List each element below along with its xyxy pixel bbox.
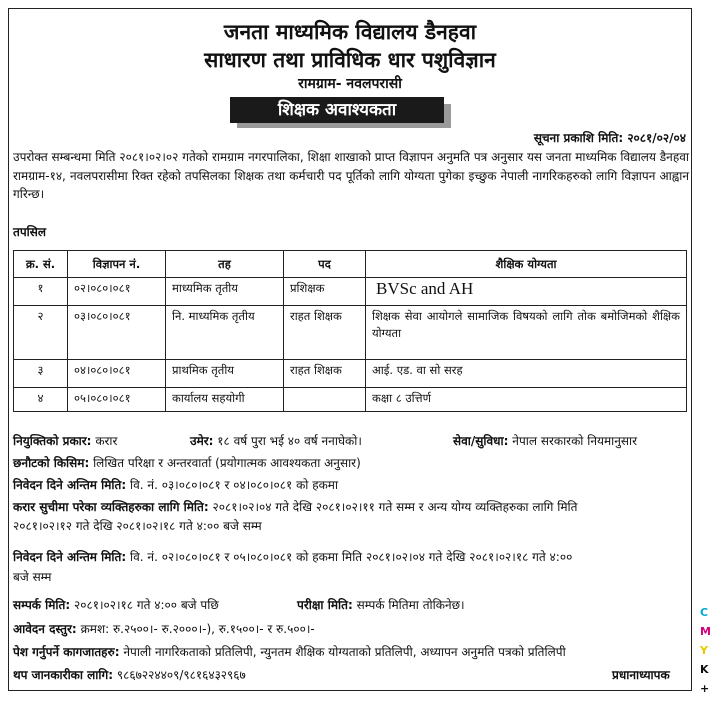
exam-value: सम्पर्क मितिमा तोकिनेछ। — [356, 598, 465, 612]
selection-value: लिखित परिक्षा र अन्तरवार्ता (प्रयोगात्मक आवश्यकता अनुसार) — [93, 456, 361, 470]
deadline2-row — [13, 549, 572, 565]
cell-sn: २ — [14, 306, 68, 360]
col-header-post: पद — [284, 251, 366, 278]
cell-ad-no: ०२।०८०।०८१ — [68, 278, 166, 306]
col-header-qualification: शैक्षिक योग्यता — [366, 251, 687, 278]
docs-row — [13, 644, 566, 660]
school-address: रामग्राम- नवलपरासी — [298, 76, 402, 92]
contact-label: सम्पर्क मिति: — [13, 598, 71, 612]
fee-row — [13, 621, 315, 637]
docs-value: नेपाली नागरिकताको प्रतिलिपी, न्युनतम शैक्षिक योग्यताको प्रतिलिपी, अध्यापन अनुमति पत्रको प्रतिलिपी — [123, 645, 566, 659]
cell-ad-no: ०४।०८०।०८१ — [68, 360, 166, 388]
title-banner — [230, 97, 452, 129]
age-row — [190, 433, 362, 449]
vacancy-table — [13, 250, 687, 412]
fee-label: आवेदन दस्तुर: — [13, 622, 77, 636]
cmyk-mark-y: Y — [700, 644, 708, 657]
cmyk-mark-c: C — [700, 606, 709, 619]
notice-date: सूचना प्रकाशि मिति: २०८१/०२/०४ — [533, 131, 686, 145]
age-value: १८ वर्ष पुरा भई ४० वर्ष ननाघेको। — [217, 434, 362, 448]
contract-value: २०८१।०२।०४ गते देखि २०८१।०२।११ गते सम्म र अन्य योग्य व्यक्तिहरुका लागि मिति — [212, 500, 578, 514]
appointment-label: नियुक्तिको प्रकार: — [13, 434, 92, 448]
signatory: प्रधानाध्यापक — [612, 668, 670, 682]
cmyk-mark-m: M — [700, 625, 711, 638]
school-name: जनता माध्यमिक विद्यालय डैनहवा — [223, 20, 477, 44]
deadline2-value-2: बजे सम्म — [13, 570, 52, 584]
table-row — [14, 388, 687, 412]
cell-ad-no: ०५।०८०।०८१ — [68, 388, 166, 412]
selection-row — [13, 455, 361, 471]
cell-post: राहत शिक्षक — [284, 306, 366, 360]
cell-sn: ३ — [14, 360, 68, 388]
stream-title: साधारण तथा प्राविधिक धार पशुविज्ञान — [204, 48, 496, 72]
banner-title: शिक्षक अवाश्यकता — [230, 97, 444, 123]
contract-value-2: २०८१।०२।१२ गते देखि २०८१।०२।१८ गते ४:०० बजे सम्म — [13, 519, 262, 533]
table-row — [14, 306, 687, 360]
contract-row — [13, 499, 578, 515]
cell-post: प्रशिक्षक — [284, 278, 366, 306]
deadline2-label: निवेदन दिने अन्तिम मिति: — [13, 550, 127, 564]
deadline2-row-cont — [13, 569, 51, 585]
exam-row — [297, 597, 465, 613]
deadline1-row — [13, 477, 338, 493]
cell-ad-no: ०३।०८०।०८१ — [68, 306, 166, 360]
cell-post: राहत शिक्षक — [284, 360, 366, 388]
deadline1-value: वि. नं. ०३।०८०।०८१ र ०४।०८०।०८१ को हकमा — [130, 478, 339, 492]
cell-post — [284, 388, 366, 412]
contract-row-cont — [13, 518, 262, 534]
cell-qualification: आई. एड. वा सो सरह — [366, 360, 687, 388]
table-row — [14, 360, 687, 388]
details-heading: तपसिल — [13, 225, 47, 239]
cell-sn: १ — [14, 278, 68, 306]
cell-level: कार्यालय सहयोगी — [166, 388, 284, 412]
appointment-row — [13, 433, 117, 449]
cmyk-mark-k: K — [700, 663, 709, 676]
contact-value: २०८१।०२।१८ गते ४:०० बजे पछि — [74, 598, 219, 612]
deadline2-value: वि. नं. ०२।०८०।०८१ र ०५।०८०।०८१ को हकमा मिति २०८१।०२।०४ गते देखि २०८१।०२।१८ गते ४:०० — [130, 550, 573, 564]
fee-value: क्रमश: रु.२५००।- रु.२०००।-), रु.१५००।- र रु.५००।- — [80, 622, 315, 636]
more-info-value: ९८६७२२४४०९/९८१६४३२९६७ — [116, 668, 246, 682]
table-header-row — [14, 251, 687, 278]
exam-label: परीक्षा मिति: — [297, 598, 353, 612]
appointment-value: करार — [95, 434, 118, 448]
docs-label: पेश गर्नुपर्ने कागजातहरु: — [13, 645, 120, 659]
table-row — [14, 278, 687, 306]
contact-row — [13, 597, 219, 613]
more-info-label: थप जानकारीका लागि: — [13, 668, 114, 682]
cmyk-mark-plus: + — [700, 682, 710, 695]
col-header-level: तह — [166, 251, 284, 278]
cell-sn: ४ — [14, 388, 68, 412]
deadline1-label: निवेदन दिने अन्तिम मिति: — [13, 478, 127, 492]
col-header-sn: क्र. सं. — [14, 251, 68, 278]
contract-label: करार सुचीमा परेका व्यक्तिहरुका लागि मिति: — [13, 500, 209, 514]
cell-qualification: शिक्षक सेवा आयोगले सामाजिक विषयको लागि तोक बमोजिमको शैक्षिक योग्यता — [366, 306, 687, 360]
cell-level: माध्यमिक तृतीय — [166, 278, 284, 306]
cell-level: नि. माध्यमिक तृतीय — [166, 306, 284, 360]
cell-level: प्राथमिक तृतीय — [166, 360, 284, 388]
intro-paragraph: उपरोक्त सम्बन्धमा मिति २०८१।०२।०२ गतेको रामग्राम नगरपालिका, शिक्षा शाखाको प्राप्त विज्ञापन अनुमति पत्र अनुसार यस जनता माध्यमिक विद्यालय डैनहवा रामग्राम-१४, नवलपरासीमा रिक्त रहेको तपसिलका शिक्षक तथा कर्मचारी पद पूर्तिको लागि योग्यता पुगेका इच्छुक नेपाली नागरिकहरुको लागि विज्ञापन आह्वान गरिन्छ। — [13, 150, 689, 201]
selection-label: छनौटको किसिम: — [13, 456, 90, 470]
facility-row — [453, 433, 637, 449]
cell-qualification: BVSc and AH — [366, 278, 687, 306]
facility-label: सेवा/सुविधा: — [453, 434, 509, 448]
cell-qualification: कक्षा ८ उत्तिर्ण — [366, 388, 687, 412]
facility-value: नेपाल सरकारको नियमानुसार — [512, 434, 638, 448]
col-header-ad-no: विज्ञापन नं. — [68, 251, 166, 278]
age-label: उमेर: — [190, 434, 214, 448]
more-info-row — [13, 667, 246, 683]
